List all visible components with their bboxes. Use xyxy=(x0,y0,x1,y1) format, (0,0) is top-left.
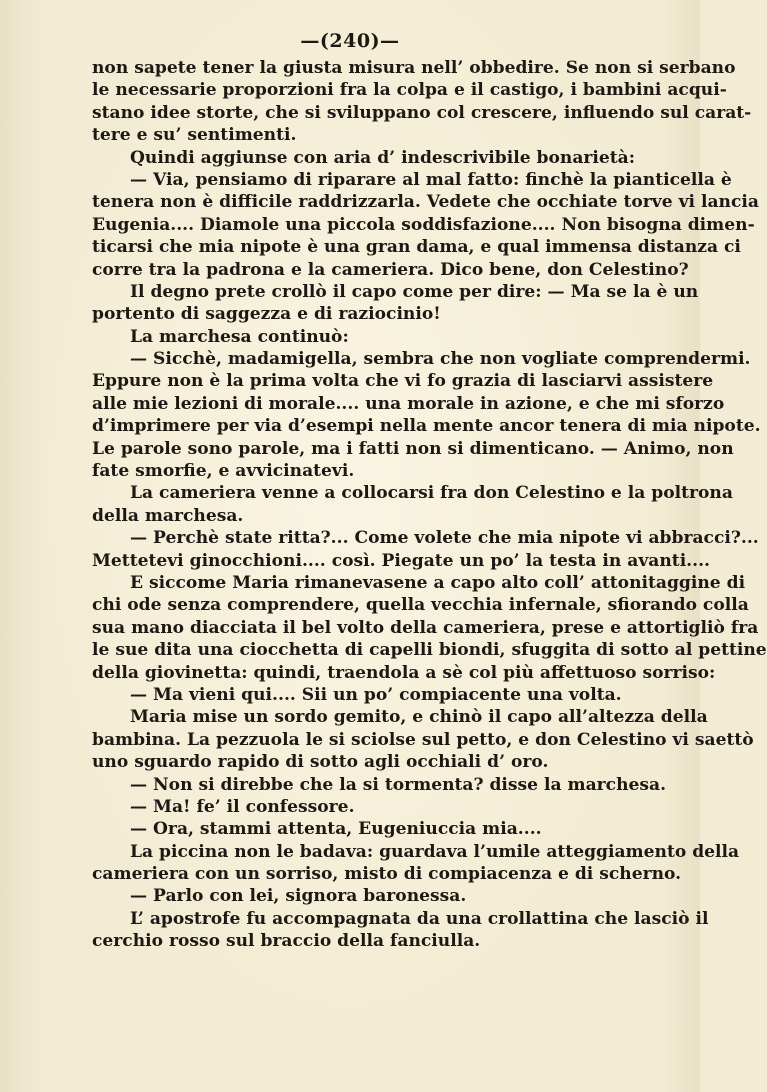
text-line: Maria mise un sordo gemito, e chinò il capo all’altezza della xyxy=(130,707,708,728)
text-line: Quindi aggiunse con aria d’ indescrivibile bonarietà: xyxy=(130,147,636,168)
text-line: — Parlo con lei, signora baronessa. xyxy=(130,886,467,907)
body-text xyxy=(92,57,767,953)
text-line: — Ora, stammi attenta, Eugeniuccia mia.... xyxy=(130,819,542,840)
text-line: cerchio rosso sul braccio della fanciulla. xyxy=(92,931,481,952)
page-number: —(240)— xyxy=(300,30,400,52)
text-line: stano idee storte, che si sviluppano col crescere, influendo sul carat- xyxy=(92,102,752,123)
text-line: le necessarie proporzioni fra la colpa e il castigo, i bambini acqui- xyxy=(92,80,727,101)
text-line: — Ma vieni qui.... Sii un po’ compiacente una volta. xyxy=(130,684,622,705)
text-line: — Non si direbbe che la si tormenta? disse la marchesa. xyxy=(130,774,667,795)
text-line: non sapete tener la giusta misura nell’ obbedire. Se non si serbano xyxy=(92,58,736,78)
text-line: La piccina non le badava: guardava l’umile atteggiamento della xyxy=(130,841,740,862)
text-line: chi ode senza comprendere, quella vecchia infernale, sfiorando colla xyxy=(92,595,749,616)
text-line: — Via, pensiamo di riparare al mal fatto: finchè la pianticella è xyxy=(130,169,732,190)
text-line: La cameriera venne a collocarsi fra don Celestino e la poltrona xyxy=(130,483,733,504)
text-line: bambina. La pezzuola le si sciolse sul petto, e don Celestino vi saettò xyxy=(92,729,754,750)
text-line: — Perchè state ritta?... Come volete che mia nipote vi abbracci?... xyxy=(130,528,759,549)
text-line: tere e su’ sentimenti. xyxy=(92,125,297,146)
text-line: Eppure non è la prima volta che vi fo grazia di lasciarvi assistere xyxy=(92,371,714,392)
text-line: alle mie lezioni di morale.... una morale in azione, e che mi sforzo xyxy=(92,393,725,414)
text-line: tenera non è difficile raddrizzarla. Vedete che occhiate torve vi lancia xyxy=(92,192,759,213)
text-line: Mettetevi ginocchioni.... così. Piegate un po’ la testa in avanti.... xyxy=(92,550,710,571)
text-line: ticarsi che mia nipote è una gran dama, e qual immensa distanza ci xyxy=(92,237,741,258)
text-line: le sue dita una ciocchetta di capelli biondi, sfuggita di sotto al pettine xyxy=(92,640,767,661)
text-line: E siccome Maria rimanevasene a capo alto coll’ attonitaggine di xyxy=(130,572,746,593)
text-line: uno sguardo rapido di sotto agli occhiali d’ oro. xyxy=(92,752,549,773)
text-line: Eugenia.... Diamole una piccola soddisfazione.... Non bisogna dimen- xyxy=(92,214,755,235)
text-line: sua mano diacciata il bel volto della cameriera, prese e attortigliò fra xyxy=(92,617,759,638)
text-line: Il degno prete crollò il capo come per dire: — Ma se la è un xyxy=(130,281,699,302)
text-line: — Sicchè, madamigella, sembra che non vogliate comprendermi. xyxy=(130,349,751,370)
text-line: cameriera con un sorriso, misto di compiacenza e di scherno. xyxy=(92,864,682,885)
text-line: d’imprimere per via d’esempi nella mente ancor tenera di mia nipote. xyxy=(92,416,761,437)
text-line: corre tra la padrona e la cameriera. Dico bene, don Celestino? xyxy=(92,259,689,280)
text-line: fate smorfie, e avvicinatevi. xyxy=(92,461,355,482)
text-line: portento di saggezza e di raziocinio! xyxy=(92,304,441,325)
text-line: L’ apostrofe fu accompagnata da una crollattina che lasciò il xyxy=(130,908,709,929)
text-line: della marchesa. xyxy=(92,505,244,526)
text-line: della giovinetta: quindi, traendola a sè col più affettuoso sorriso: xyxy=(92,662,716,683)
text-line: — Ma! fe’ il confessore. xyxy=(130,796,355,817)
text-line: La marchesa continuò: xyxy=(130,326,349,347)
text-line: Le parole sono parole, ma i fatti non si dimenticano. — Animo, non xyxy=(92,438,734,459)
